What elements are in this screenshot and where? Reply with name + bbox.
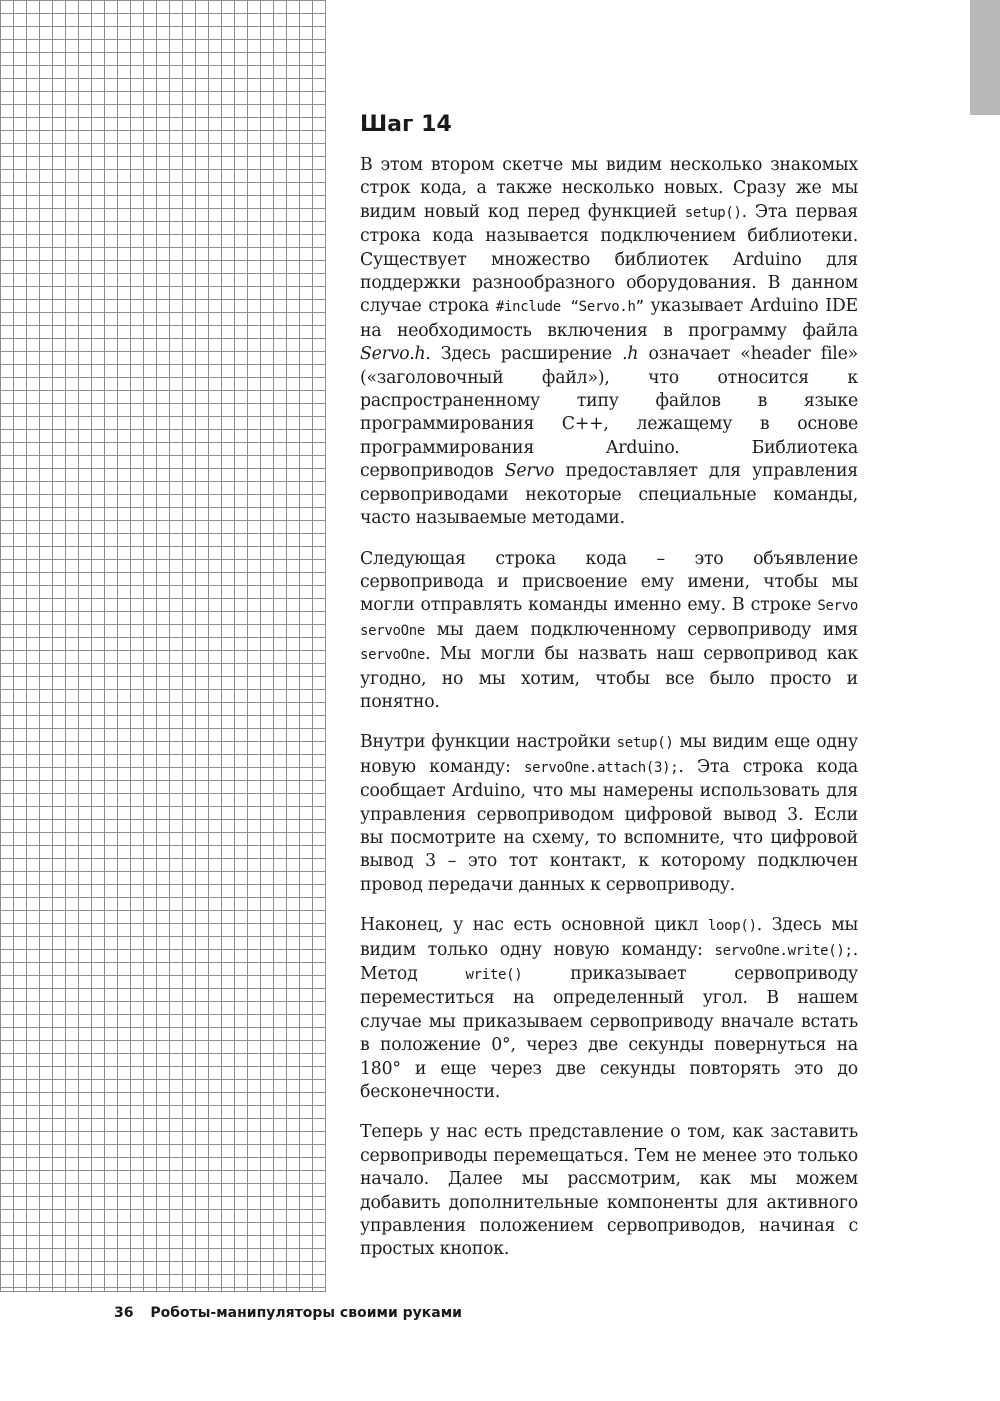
text-run: Теперь у нас есть представление о том, как заставить сервоприводы перемещаться. Тем не менее это только начало. Далее мы рассмотрим, как мы можем добавить дополнительные компоненты для активного управления положением сервоприводов, начиная с простых кнопок.	[360, 1122, 858, 1260]
body-text	[360, 154, 858, 1262]
text-run: указывает Arduino IDE на необходимость включения в программу файла	[360, 296, 858, 341]
text-run: . Эта строка кода сообщает Arduino, что мы намерены использовать для управления сервоприводом цифровой вывод 3. Если вы посмотрите на схему, то вспомните, что цифровой вывод 3 – это тот контакт, к которому подключен провод передачи данных к сервоприводу.	[360, 756, 858, 895]
text-run: . Эта первая строка кода называется подключением библиотеки. Существует множество библиотек Arduino для поддержки разнообразного оборудования. В данном случае строка	[360, 201, 858, 317]
text-run: означает «header file» («заголовочный файл»), что относится к распространенному типу файлов в языке программирования C++, лежащему в основе программирования Arduino. Библиотека сервоприводов	[360, 344, 858, 482]
text-run: В этом втором скетче мы видим несколько знакомых строк кода, а также несколько новых. Сразу же мы видим новый код перед функцией	[360, 155, 858, 222]
inline-code: #include “Servo.h”	[495, 299, 644, 316]
inline-code: servoOne	[360, 647, 426, 664]
text-run: . Мы могли бы назвать наш сервопривод как угодно, но мы хотим, чтобы все было просто и понятно.	[360, 644, 858, 712]
inline-code: loop()	[707, 918, 757, 935]
paragraph-loop	[360, 914, 858, 1104]
paragraph-library	[360, 154, 858, 531]
page-number: 36	[114, 1305, 134, 1321]
inline-code: write()	[465, 967, 523, 983]
page-content	[360, 110, 858, 1279]
text-run: мы даем подключенному сервоприводу имя	[425, 619, 858, 640]
text-run: предоставляет для управления сервоприводами некоторые специальные команды, часто называемые методами.	[360, 461, 858, 529]
text-run: . Здесь мы видим только одну новую команду:	[360, 915, 858, 960]
text-run: . Здесь расширение	[425, 344, 623, 365]
italic-term: Servo.h	[360, 344, 426, 365]
italic-term: Servo	[504, 461, 555, 482]
inline-code: servoOne.attach(3);	[523, 759, 679, 776]
text-run: Следующая строка кода – это объявление сервопривода и присвоение ему имени, чтобы мы могли отправлять команды именно ему. В строке	[360, 548, 858, 616]
chapter-tab-marker	[970, 0, 1000, 115]
italic-term: .h	[622, 344, 639, 365]
paragraph-summary	[360, 1121, 858, 1261]
book-title: Роботы-манипуляторы своими руками	[150, 1305, 462, 1321]
paragraph-setup	[360, 731, 858, 897]
inline-code: setup()	[616, 735, 674, 752]
paragraph-declaration	[360, 548, 858, 715]
text-run: приказывает сервоприводу переместиться на определенный угол. В нашем случае мы приказываем сервоприводу вначале встать в положение 0°, через две секунды повернуться на 180° и еще через две секунды повторять это до бесконечности.	[360, 964, 858, 1103]
text-run: мы видим еще одну новую команду:	[360, 732, 859, 777]
inline-code: Servo servoOne	[360, 598, 858, 639]
text-run: Наконец, у нас есть основной цикл	[360, 915, 708, 936]
inline-code: servoOne.write();	[714, 942, 853, 959]
text-run: . Метод	[360, 939, 858, 984]
page-footer	[114, 1305, 462, 1321]
step-heading: Шаг 14	[360, 112, 452, 137]
graph-paper-margin	[0, 0, 326, 1292]
text-run: Внутри функции настройки	[360, 732, 617, 753]
inline-code: setup()	[684, 204, 742, 221]
